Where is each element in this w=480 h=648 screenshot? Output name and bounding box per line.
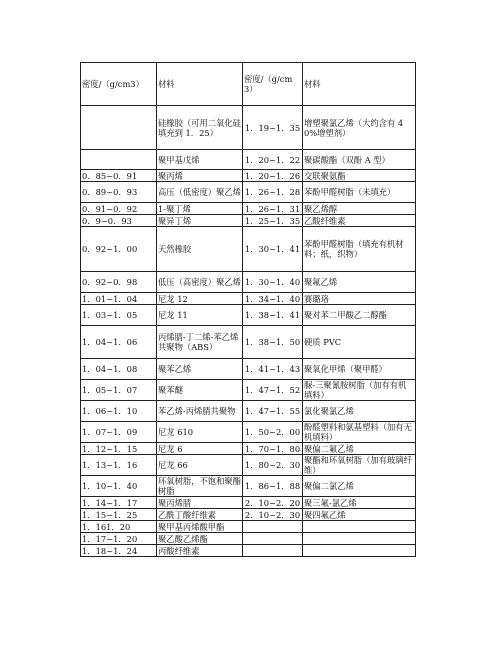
cell-material-1: 尼龙 610 — [157, 422, 243, 443]
cell-density-2: 2．10~2．30 — [243, 509, 303, 521]
cell-density-2: 1．20~1．26 — [243, 170, 303, 182]
cell-material-2 — [303, 545, 416, 557]
cell-density-1: 1．161．20 — [81, 521, 157, 533]
cell-material-1: 聚丙烯 — [157, 170, 243, 182]
cell-density-1: 1．06~1．10 — [81, 401, 157, 422]
cell-density-2: 1．25~1．35 — [243, 215, 303, 227]
cell-density-1: 1．01~1．04 — [81, 293, 157, 305]
cell-material-2: 交联聚氨酯 — [303, 170, 416, 182]
cell-material-1: 苯乙烯-丙烯腈共聚物 — [157, 401, 243, 422]
table-row — [81, 215, 416, 227]
header-material-1: 材料 — [157, 63, 243, 106]
cell-density-2: 1．38~1．41 — [243, 305, 303, 326]
cell-density-1: 1．07~1．09 — [81, 422, 157, 443]
table-row — [81, 422, 416, 443]
cell-material-2: 聚氧化甲烯（聚甲醛） — [303, 359, 416, 380]
cell-density-1: 1．13~1．16 — [81, 455, 157, 476]
header-material-2: 材料 — [303, 63, 416, 106]
table-row — [81, 326, 416, 359]
cell-density-1: 1．18~1．24 — [81, 545, 157, 557]
cell-density-1: 0．89~0．93 — [81, 182, 157, 203]
cell-material-1: 丙酸纤维素 — [157, 545, 243, 557]
cell-material-1: 聚甲基戊烯 — [157, 150, 243, 170]
table-row — [81, 272, 416, 293]
density-table-body — [81, 63, 416, 557]
cell-density-1: 1．12~1．15 — [81, 443, 157, 455]
density-table — [80, 62, 416, 557]
table-row — [81, 305, 416, 326]
cell-material-2: 酚醛塑料和氨基塑料（加有无机填料） — [303, 422, 416, 443]
cell-density-1 — [81, 150, 157, 170]
cell-density-1: 0．92~1．00 — [81, 227, 157, 272]
cell-material-2: 聚四氟乙烯 — [303, 509, 416, 521]
cell-material-1: 尼龙 11 — [157, 305, 243, 326]
cell-material-2: 聚乙烯醇 — [303, 203, 416, 215]
cell-material-2: 乙酸纤维素 — [303, 215, 416, 227]
cell-material-1: 乙酰丁酸纤维素 — [157, 509, 243, 521]
cell-material-2: 增塑聚氯乙烯（大约含有 40%增塑剂） — [303, 106, 416, 150]
table-row — [81, 401, 416, 422]
cell-density-2 — [243, 533, 303, 545]
table-header-row — [81, 63, 416, 106]
table-row — [81, 509, 416, 521]
cell-density-2: 1．38~1．50 — [243, 326, 303, 359]
cell-density-1: 0．92~0．98 — [81, 272, 157, 293]
cell-material-2: 聚对苯二甲酸乙二醇酯 — [303, 305, 416, 326]
cell-material-2 — [303, 533, 416, 545]
table-row — [81, 170, 416, 182]
cell-material-1: 1-聚丁烯 — [157, 203, 243, 215]
cell-material-2: 苯酚甲醛树脂（填充有机材料；纸，织物） — [303, 227, 416, 272]
cell-density-1: 1．15~1．25 — [81, 509, 157, 521]
cell-density-1: 1．03~1．05 — [81, 305, 157, 326]
cell-density-1 — [81, 106, 157, 150]
cell-material-2: 氯化聚氯乙烯 — [303, 401, 416, 422]
cell-material-2: 聚酯和环氧树脂（加有玻璃纤维） — [303, 455, 416, 476]
cell-density-2: 1．50~2．00 — [243, 422, 303, 443]
cell-material-1: 聚丙烯腈 — [157, 497, 243, 509]
cell-density-1: 0．91~0．92 — [81, 203, 157, 215]
cell-material-2: 聚碳酸酯（双酚 A 型） — [303, 150, 416, 170]
table-row — [81, 106, 416, 150]
cell-material-1: 聚苯醚 — [157, 380, 243, 401]
cell-material-2: 聚偏二氯乙烯 — [303, 476, 416, 497]
table-row — [81, 227, 416, 272]
cell-material-2: 苯酚甲醛树脂（未填充） — [303, 182, 416, 203]
cell-material-2 — [303, 521, 416, 533]
header-density-1: 密度/（g/cm3） — [81, 63, 157, 106]
cell-density-2: 1．80~2．30 — [243, 455, 303, 476]
table-row — [81, 182, 416, 203]
table-row — [81, 545, 416, 557]
header-density-2: 密度/（g/cm3） — [243, 63, 303, 106]
cell-material-1: 硅橡胶（可用二氧化硅填充到 1．25） — [157, 106, 243, 150]
cell-density-2: 1．47~1．52 — [243, 380, 303, 401]
cell-density-2: 1．86~1．88 — [243, 476, 303, 497]
cell-density-1: 1．14~1．17 — [81, 497, 157, 509]
cell-material-1: 尼龙 12 — [157, 293, 243, 305]
cell-density-2: 1．26~1．31 — [243, 203, 303, 215]
cell-density-2: 1．19~1．35 — [243, 106, 303, 150]
cell-density-2: 1．47~1．55 — [243, 401, 303, 422]
cell-material-2: 硬质 PVC — [303, 326, 416, 359]
cell-material-1: 低压（高密度）聚乙烯 — [157, 272, 243, 293]
table-row — [81, 533, 416, 545]
cell-density-1: 1．04~1．08 — [81, 359, 157, 380]
cell-density-1: 1．05~1．07 — [81, 380, 157, 401]
table-row — [81, 455, 416, 476]
cell-density-2: 1．34~1．40 — [243, 293, 303, 305]
cell-density-1: 0．9~0．93 — [81, 215, 157, 227]
cell-density-2: 1．70~1．80 — [243, 443, 303, 455]
cell-material-1: 天然橡胶 — [157, 227, 243, 272]
table-row — [81, 476, 416, 497]
cell-material-1: 聚苯乙烯 — [157, 359, 243, 380]
cell-material-2: 聚三氟-氯乙烯 — [303, 497, 416, 509]
table-row — [81, 380, 416, 401]
cell-material-2: 脲-三聚氰胺树脂（加有有机填料） — [303, 380, 416, 401]
cell-density-2: 1．41~1．43 — [243, 359, 303, 380]
table-row — [81, 359, 416, 380]
cell-material-1: 尼龙 66 — [157, 455, 243, 476]
cell-material-2: 赛璐珞 — [303, 293, 416, 305]
cell-material-1: 聚乙酸乙烯酯 — [157, 533, 243, 545]
table-row — [81, 497, 416, 509]
cell-material-1: 尼龙 6 — [157, 443, 243, 455]
cell-material-1: 环氧树脂，不饱和聚酯树脂 — [158, 476, 241, 496]
cell-material-2: 聚氟乙烯 — [303, 272, 416, 293]
table-row — [81, 293, 416, 305]
table-row — [81, 150, 416, 170]
cell-density-1: 0．85~0．91 — [81, 170, 157, 182]
cell-density-2: 1．26~1．28 — [243, 182, 303, 203]
cell-density-2: 1．30~1．41 — [243, 227, 303, 272]
cell-density-1: 1．10~1．40 — [81, 476, 157, 497]
cell-material-1: 高压（低密度）聚乙烯 — [157, 182, 243, 203]
cell-density-1: 1．17~1．20 — [81, 533, 157, 545]
cell-density-2 — [243, 521, 303, 533]
cell-density-2: 1．30~1．40 — [243, 272, 303, 293]
cell-material-2: 聚偏二氟乙烯 — [303, 443, 416, 455]
cell-material-1: 聚异丁烯 — [157, 215, 243, 227]
table-row — [81, 203, 416, 215]
cell-material-1: 丙烯腈-丁二烯-苯乙烯共聚物（ABS） — [157, 326, 243, 359]
table-row — [81, 521, 416, 533]
cell-density-2: 2．10~2．20 — [243, 497, 303, 509]
cell-density-2 — [243, 545, 303, 557]
cell-density-2: 1．20~1．22 — [243, 150, 303, 170]
cell-material-1: 聚甲基丙烯酸甲酯 — [157, 521, 243, 533]
table-row — [81, 443, 416, 455]
cell-density-1: 1．04~1．06 — [81, 326, 157, 359]
